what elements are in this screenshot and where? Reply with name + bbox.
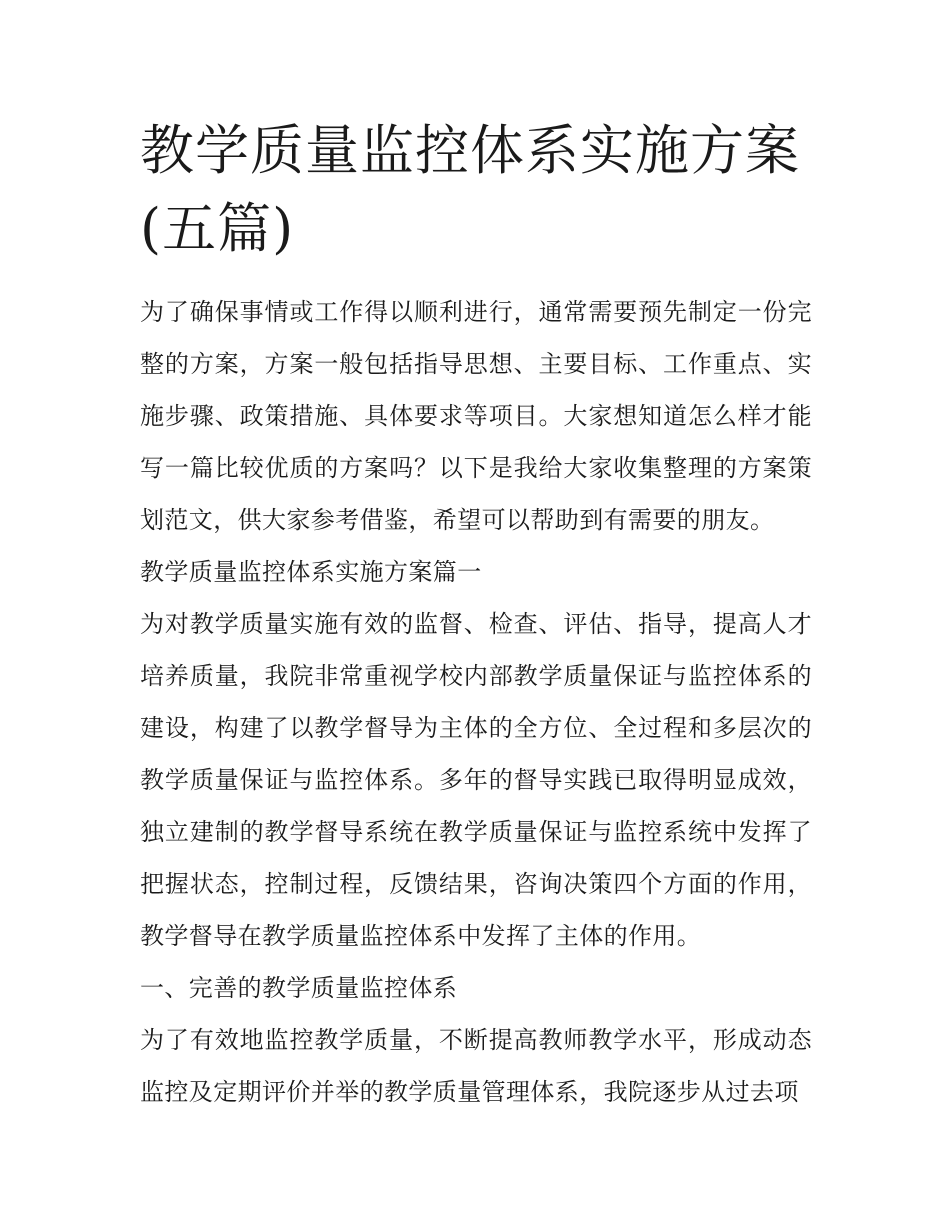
subsection-heading: 一、完善的教学质量监控体系	[140, 974, 458, 1002]
section-paragraph: 为对教学质量实施有效的监督、检查、评估、指导，提高人才培养质量，我院非常重视学校内部教学质量保证与监控体系的建设，构建了以教学督导为主体的全方位、全过程和多层次的教学质量保证与监控体系。多年的督导实践已取得明显成效，独立建制的教学督导系统在教学质量保证与监控系统中发挥了把握状态，控制过程，反馈结果，咨询决策四个方面的作用，教学督导在教学质量监控体系中发挥了主体的作用。	[140, 610, 812, 950]
document-title: 教学质量监控体系实施方案(五篇)	[140, 119, 800, 260]
subsection-paragraph: 为了有效地监控教学质量，不断提高教师教学水平，形成动态监控及定期评价并举的教学质量管理体系，我院逐步从过去项	[140, 1026, 812, 1106]
document-content	[140, 112, 812, 1118]
section-heading: 教学质量监控体系实施方案篇一	[140, 558, 482, 586]
intro-paragraph: 为了确保事情或工作得以顺利进行，通常需要预先制定一份完整的方案，方案一般包括指导思想、主要目标、工作重点、实施步骤、政策措施、具体要求等项目。大家想知道怎么样才能写一篇比较优质的方案吗？以下是我给大家收集整理的方案策划范文，供大家参考借鉴，希望可以帮助到有需要的朋友。	[140, 298, 812, 534]
